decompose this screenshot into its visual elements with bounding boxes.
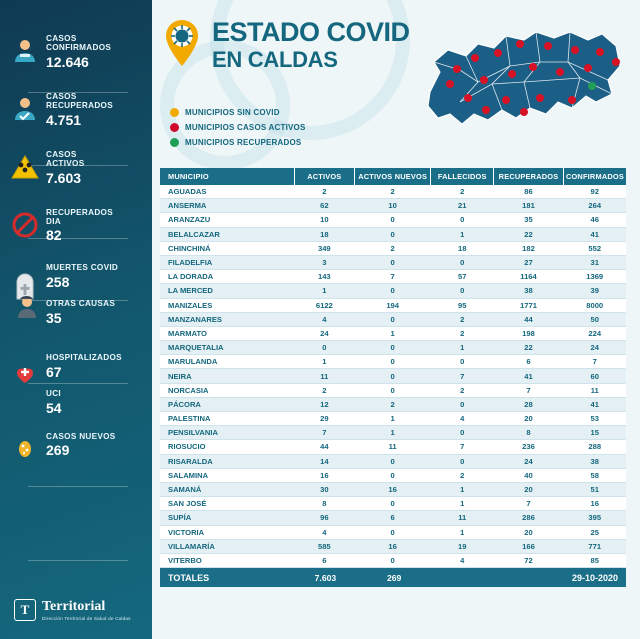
- sidebar-item-value: 54: [46, 399, 62, 416]
- caldas-map: [420, 22, 630, 152]
- cell-fallecidos: 95: [431, 298, 494, 312]
- legend-label: MUNICIPIOS RECUPERADOS: [185, 138, 302, 147]
- cell-fallecidos: 0: [431, 454, 494, 468]
- report-date: 29-10-2020: [571, 572, 618, 583]
- legend-item-sin-covid: [170, 108, 306, 117]
- col-fallecidos: FALLECIDOS: [431, 168, 494, 185]
- cell-recuperados: 20: [494, 412, 564, 426]
- header: [160, 18, 460, 71]
- cell-confirmados: 288: [563, 440, 626, 454]
- cell-activos: 4: [294, 312, 354, 326]
- cell-municipio: AGUADAS: [160, 185, 294, 199]
- cell-activos-nuevos: 194: [354, 298, 430, 312]
- sidebar-item-label: UCI: [46, 389, 62, 399]
- table-row: [160, 497, 626, 511]
- cell-fallecidos: 18: [431, 241, 494, 255]
- cell-activos-nuevos: 0: [354, 383, 430, 397]
- legend-label: MUNICIPIOS CASOS ACTIVOS: [185, 123, 306, 132]
- cell-activos: 16: [294, 468, 354, 482]
- cell-fallecidos: 2: [431, 312, 494, 326]
- table-row: [160, 270, 626, 284]
- cell-recuperados: 86: [494, 185, 564, 199]
- cell-activos-nuevos: 0: [354, 468, 430, 482]
- table-row: [160, 468, 626, 482]
- sidebar-item-casos-confirmados: [0, 28, 152, 76]
- cell-activos-nuevos: 0: [354, 369, 430, 383]
- cell-confirmados: 58: [563, 468, 626, 482]
- title-block: [212, 17, 410, 72]
- cell-municipio: NEIRA: [160, 369, 294, 383]
- table-row: [160, 185, 626, 199]
- cell-municipio: VILLAMARÍA: [160, 539, 294, 553]
- cell-activos-nuevos: 0: [354, 312, 430, 326]
- table-row: [160, 440, 626, 454]
- sidebar-item-casos-activos: [0, 144, 152, 192]
- legend: [170, 108, 306, 153]
- table-row: [160, 241, 626, 255]
- cell-confirmados: 7: [563, 355, 626, 369]
- red-dot-icon: [170, 123, 179, 132]
- territorial-logo: [14, 599, 131, 621]
- cell-recuperados: 6: [494, 355, 564, 369]
- cell-activos: 6122: [294, 298, 354, 312]
- cell-activos-nuevos: 0: [354, 255, 430, 269]
- cell-fallecidos: 1: [431, 482, 494, 496]
- cell-recuperados: 41: [494, 369, 564, 383]
- table-header-row: [160, 168, 626, 185]
- legend-item-recuperados: [170, 138, 306, 147]
- table-row: [160, 369, 626, 383]
- table-row: [160, 227, 626, 241]
- sidebar-item-value: 269: [46, 442, 70, 459]
- sidebar-item-label: CASOS RECUPERADOS: [46, 91, 113, 111]
- cell-activos-nuevos: 0: [354, 341, 430, 355]
- cell-activos: 10: [294, 213, 354, 227]
- cell-municipio: CHINCHINÁ: [160, 241, 294, 255]
- sidebar-item-label: OTRAS CAUSAS: [46, 299, 116, 309]
- cell-confirmados: 552: [563, 241, 626, 255]
- divider: [28, 560, 128, 561]
- cell-municipio: ANSERMA: [160, 199, 294, 213]
- totals-activos-nuevos: 269: [386, 572, 402, 583]
- legend-label: MUNICIPIOS SIN COVID: [185, 108, 280, 117]
- cell-municipio: MARULANDA: [160, 355, 294, 369]
- cell-recuperados: 166: [494, 539, 564, 553]
- cell-municipio: RIOSUCIO: [160, 440, 294, 454]
- cell-activos-nuevos: 0: [354, 227, 430, 241]
- mourning-icon: [12, 291, 42, 321]
- cell-activos: 44: [294, 440, 354, 454]
- cell-confirmados: 46: [563, 213, 626, 227]
- sidebar-item-value: 4.751: [46, 111, 82, 128]
- cell-fallecidos: 2: [431, 468, 494, 482]
- cell-municipio: MARMATO: [160, 326, 294, 340]
- cell-confirmados: 41: [563, 227, 626, 241]
- table-row: [160, 298, 626, 312]
- cell-fallecidos: 57: [431, 270, 494, 284]
- cell-recuperados: 236: [494, 440, 564, 454]
- sidebar-item-value: 7.603: [46, 169, 82, 186]
- microbe-icon: [10, 434, 40, 464]
- totals-row: [160, 568, 626, 587]
- col-activos: ACTIVOS: [294, 168, 354, 185]
- cell-activos: 143: [294, 270, 354, 284]
- cell-activos: 11: [294, 369, 354, 383]
- cell-recuperados: 182: [494, 241, 564, 255]
- cell-confirmados: 38: [563, 454, 626, 468]
- cell-municipio: PENSILVANIA: [160, 426, 294, 440]
- cell-municipio: SUPÍA: [160, 511, 294, 525]
- cell-fallecidos: 11: [431, 511, 494, 525]
- cell-activos: 24: [294, 326, 354, 340]
- cell-activos: 30: [294, 482, 354, 496]
- cell-confirmados: 16: [563, 497, 626, 511]
- cell-activos-nuevos: 0: [354, 454, 430, 468]
- cell-activos-nuevos: 1: [354, 426, 430, 440]
- cell-activos: 29: [294, 412, 354, 426]
- cell-fallecidos: 0: [431, 355, 494, 369]
- cell-activos: 7: [294, 426, 354, 440]
- table-row: [160, 284, 626, 298]
- cell-recuperados: 27: [494, 255, 564, 269]
- totals-activos: 7.603: [314, 572, 337, 583]
- cell-confirmados: 51: [563, 482, 626, 496]
- sidebar-item-value: 35: [46, 309, 62, 326]
- cell-activos: 18: [294, 227, 354, 241]
- col-municipio: MUNICIPIO: [160, 168, 294, 185]
- cell-activos: 6: [294, 553, 354, 567]
- cell-activos: 1: [294, 284, 354, 298]
- table-row: [160, 525, 626, 539]
- cell-activos: 2: [294, 185, 354, 199]
- table-row: [160, 199, 626, 213]
- cell-confirmados: 53: [563, 412, 626, 426]
- cell-activos-nuevos: 10: [354, 199, 430, 213]
- cell-municipio: PÁCORA: [160, 397, 294, 411]
- cell-activos-nuevos: 0: [354, 497, 430, 511]
- cell-municipio: SAMANÁ: [160, 482, 294, 496]
- cell-municipio: PALESTINA: [160, 412, 294, 426]
- table-row: [160, 553, 626, 567]
- table-body: [160, 185, 626, 568]
- cell-confirmados: 85: [563, 553, 626, 567]
- cell-fallecidos: 2: [431, 383, 494, 397]
- yellow-dot-icon: [170, 108, 179, 117]
- cell-activos-nuevos: 0: [354, 525, 430, 539]
- cell-municipio: SAN JOSÉ: [160, 497, 294, 511]
- cell-recuperados: 72: [494, 553, 564, 567]
- green-dot-icon: [170, 138, 179, 147]
- sidebar-item-label: CASOS CONFIRMADOS: [46, 34, 112, 53]
- cell-confirmados: 8000: [563, 298, 626, 312]
- cell-activos-nuevos: 0: [354, 284, 430, 298]
- table-row: [160, 426, 626, 440]
- cell-activos-nuevos: 1: [354, 412, 430, 426]
- cell-municipio: RISARALDA: [160, 454, 294, 468]
- cell-recuperados: 7: [494, 383, 564, 397]
- cell-fallecidos: 2: [431, 185, 494, 199]
- table-row: [160, 312, 626, 326]
- cell-confirmados: 50: [563, 312, 626, 326]
- cell-recuperados: 22: [494, 341, 564, 355]
- cell-recuperados: 8: [494, 426, 564, 440]
- cell-activos-nuevos: 1: [354, 326, 430, 340]
- cell-recuperados: 24: [494, 454, 564, 468]
- cell-fallecidos: 21: [431, 199, 494, 213]
- col-confirmados: CONFIRMADOS: [563, 168, 626, 185]
- table: [160, 168, 626, 568]
- cell-confirmados: 395: [563, 511, 626, 525]
- cell-activos: 349: [294, 241, 354, 255]
- cell-activos-nuevos: 16: [354, 482, 430, 496]
- cell-fallecidos: 1: [431, 227, 494, 241]
- cell-municipio: LA MERCED: [160, 284, 294, 298]
- cell-confirmados: 15: [563, 426, 626, 440]
- cell-confirmados: 39: [563, 284, 626, 298]
- cell-fallecidos: 2: [431, 326, 494, 340]
- cell-municipio: NORCASIA: [160, 383, 294, 397]
- cell-fallecidos: 0: [431, 213, 494, 227]
- table-row: [160, 397, 626, 411]
- table-row: [160, 383, 626, 397]
- table-row: [160, 539, 626, 553]
- cell-activos: 1: [294, 355, 354, 369]
- cell-confirmados: 1369: [563, 270, 626, 284]
- cell-recuperados: 286: [494, 511, 564, 525]
- cell-recuperados: 22: [494, 227, 564, 241]
- cell-activos-nuevos: 16: [354, 539, 430, 553]
- cell-fallecidos: 0: [431, 284, 494, 298]
- cell-fallecidos: 0: [431, 255, 494, 269]
- cell-confirmados: 92: [563, 185, 626, 199]
- municipios-table: [160, 168, 626, 587]
- col-recuperados: RECUPERADOS: [494, 168, 564, 185]
- cell-activos-nuevos: 0: [354, 553, 430, 567]
- cell-fallecidos: 1: [431, 341, 494, 355]
- cell-municipio: MARQUETALIA: [160, 341, 294, 355]
- cell-recuperados: 20: [494, 482, 564, 496]
- cell-activos: 12: [294, 397, 354, 411]
- cell-activos-nuevos: 11: [354, 440, 430, 454]
- cell-activos: 4: [294, 525, 354, 539]
- cell-confirmados: 31: [563, 255, 626, 269]
- cell-confirmados: 25: [563, 525, 626, 539]
- cell-fallecidos: 7: [431, 440, 494, 454]
- table-row: [160, 454, 626, 468]
- person-confirmed-icon: [10, 36, 40, 66]
- logo-subtitle: Dirección Territorial de Salud de Caldas: [42, 615, 131, 621]
- cell-activos-nuevos: 0: [354, 213, 430, 227]
- sidebar-item-value: 12.646: [46, 53, 89, 70]
- sidebar-item-casos-nuevos: [0, 424, 152, 470]
- cell-fallecidos: 7: [431, 369, 494, 383]
- table-row: [160, 341, 626, 355]
- cell-activos: 0: [294, 341, 354, 355]
- no-entry-icon: [10, 210, 40, 240]
- legend-item-casos-activos: [170, 123, 306, 132]
- cell-activos-nuevos: 6: [354, 511, 430, 525]
- sidebar-item-value: 258: [46, 273, 70, 290]
- cell-recuperados: 7: [494, 497, 564, 511]
- col-activos-nuevos: ACTIVOS NUEVOS: [354, 168, 430, 185]
- cell-recuperados: 28: [494, 397, 564, 411]
- cell-municipio: SALAMINA: [160, 468, 294, 482]
- cell-recuperados: 44: [494, 312, 564, 326]
- cell-activos: 62: [294, 199, 354, 213]
- cell-fallecidos: 1: [431, 525, 494, 539]
- page-title: ESTADO COVID: [212, 17, 410, 47]
- sidebar-item-uci: [0, 383, 152, 421]
- cell-activos: 3: [294, 255, 354, 269]
- cell-recuperados: 38: [494, 284, 564, 298]
- cell-fallecidos: 0: [431, 426, 494, 440]
- cell-recuperados: 1164: [494, 270, 564, 284]
- table-row: [160, 511, 626, 525]
- person-recovered-icon: [10, 94, 40, 124]
- cell-recuperados: 181: [494, 199, 564, 213]
- page-subtitle: EN CALDAS: [212, 46, 338, 72]
- sidebar-item-label: RECUPERADOS DIA: [46, 207, 113, 226]
- virus-pin-icon: [160, 18, 204, 62]
- logo-name: Territorial: [42, 598, 106, 614]
- cell-fallecidos: 19: [431, 539, 494, 553]
- cell-activos: 585: [294, 539, 354, 553]
- sidebar-item-value: 82: [46, 227, 62, 244]
- cell-recuperados: 1771: [494, 298, 564, 312]
- sidebar-item-label: HOSPITALIZADOS: [46, 353, 122, 363]
- cell-activos-nuevos: 2: [354, 185, 430, 199]
- sidebar-item-casos-recuperados: [0, 86, 152, 134]
- sidebar-item-label: CASOS ACTIVOS: [46, 149, 85, 169]
- cell-activos-nuevos: 7: [354, 270, 430, 284]
- table-row: [160, 482, 626, 496]
- logo-mark: T: [14, 599, 36, 621]
- cell-activos-nuevos: 0: [354, 355, 430, 369]
- cell-activos-nuevos: 2: [354, 397, 430, 411]
- sidebar-item-label: MUERTES COVID: [46, 263, 119, 273]
- cell-fallecidos: 0: [431, 397, 494, 411]
- sidebar-item-otras-causas: [0, 293, 152, 339]
- table-row: [160, 213, 626, 227]
- cell-fallecidos: 4: [431, 412, 494, 426]
- cell-confirmados: 11: [563, 383, 626, 397]
- table-row: [160, 326, 626, 340]
- cell-confirmados: 771: [563, 539, 626, 553]
- cell-activos: 2: [294, 383, 354, 397]
- cell-municipio: ARANZAZU: [160, 213, 294, 227]
- cell-confirmados: 41: [563, 397, 626, 411]
- sidebar-item-value: 67: [46, 363, 62, 380]
- cell-municipio: MANIZALES: [160, 298, 294, 312]
- cell-activos-nuevos: 2: [354, 241, 430, 255]
- divider: [28, 486, 128, 487]
- cell-recuperados: 35: [494, 213, 564, 227]
- sidebar-item-label: CASOS NUEVOS: [46, 431, 116, 441]
- cell-municipio: BELALCAZAR: [160, 227, 294, 241]
- cell-recuperados: 20: [494, 525, 564, 539]
- cell-confirmados: 60: [563, 369, 626, 383]
- cell-municipio: VICTORIA: [160, 525, 294, 539]
- cell-recuperados: 40: [494, 468, 564, 482]
- cell-activos: 14: [294, 454, 354, 468]
- cell-fallecidos: 1: [431, 497, 494, 511]
- sidebar: [0, 0, 152, 639]
- cell-confirmados: 264: [563, 199, 626, 213]
- table-row: [160, 255, 626, 269]
- totals-label: TOTALES: [168, 572, 210, 583]
- cell-activos: 8: [294, 497, 354, 511]
- cell-confirmados: 24: [563, 341, 626, 355]
- cell-activos: 96: [294, 511, 354, 525]
- cell-municipio: VITERBO: [160, 553, 294, 567]
- cell-recuperados: 198: [494, 326, 564, 340]
- cell-fallecidos: 4: [431, 553, 494, 567]
- cell-municipio: FILADELFIA: [160, 255, 294, 269]
- table-row: [160, 355, 626, 369]
- map-marker-recuperado: [588, 82, 596, 90]
- cell-confirmados: 224: [563, 326, 626, 340]
- table-row: [160, 412, 626, 426]
- biohazard-icon: [10, 152, 40, 182]
- sidebar-item-recuperados-dia: [0, 202, 152, 250]
- cell-municipio: MANZANARES: [160, 312, 294, 326]
- cell-municipio: LA DORADA: [160, 270, 294, 284]
